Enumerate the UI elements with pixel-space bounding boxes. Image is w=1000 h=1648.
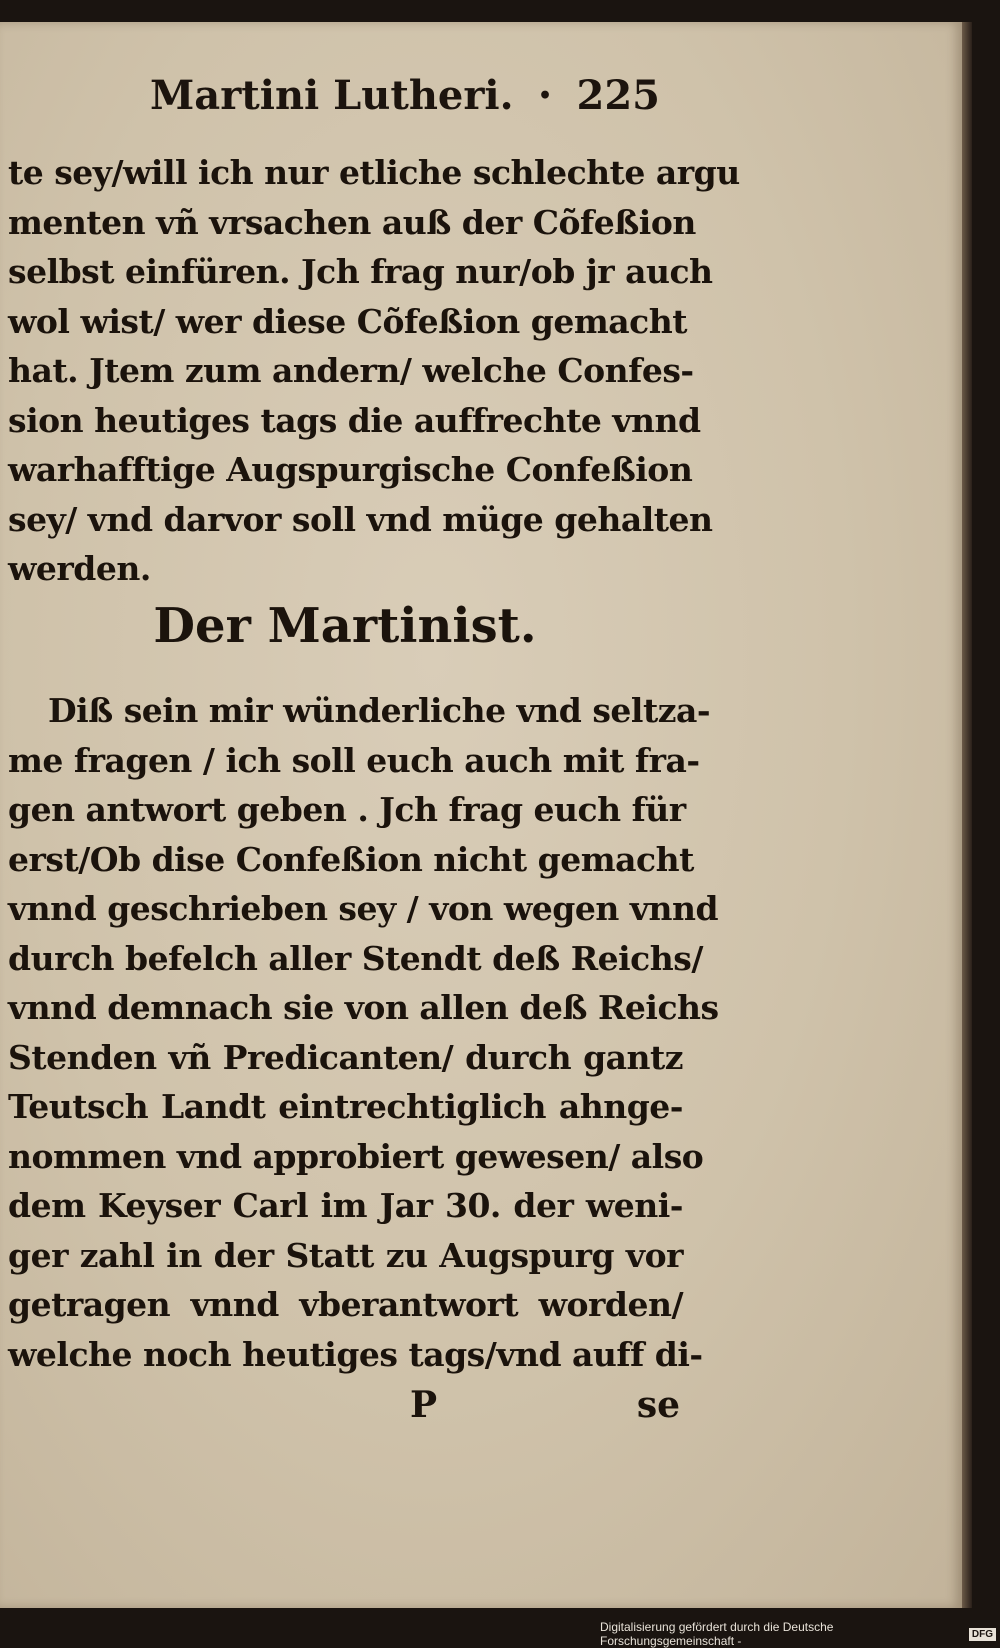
footer-text: Digitalisierung gefördert durch die Deutsche Forschungsgemeinschaft -	[600, 1620, 834, 1648]
text-line: durch befelch aller Stendt deß Reichs/	[8, 938, 703, 978]
text-line: ger zahl in der Statt zu Augspurg vor	[8, 1235, 683, 1275]
text-line: getragen vnnd vberantwort worden/	[8, 1285, 683, 1324]
text-line: sey/ vnd darvor soll vnd müge gehalten	[8, 499, 713, 539]
catchword: se	[636, 1384, 680, 1426]
text-line: selbst einfüren. Jch frag nur/ob jr auch	[8, 252, 713, 291]
page-number: 225	[576, 72, 660, 119]
running-head	[150, 72, 660, 119]
text-line: vnnd geschrieben sey / von wegen vnnd	[8, 889, 719, 928]
text-line: gen antwort geben . Jch frag euch für	[8, 790, 686, 829]
text-line: Diß sein mir wünderliche vnd seltza-	[48, 691, 711, 730]
text-line: erst/Ob dise Confeßion nicht gemacht	[8, 839, 694, 879]
page-edge	[962, 22, 972, 1608]
text-line: te sey/will ich nur etliche schlechte argu	[8, 153, 740, 192]
text-line: menten vñ vrsachen auß der Cõfeßion	[8, 202, 696, 242]
signature-mark: P	[410, 1384, 438, 1426]
text-line: sion heutiges tags die auffrechte vnnd	[8, 400, 701, 440]
paragraph-2	[8, 686, 719, 1379]
text-line: werden.	[8, 549, 151, 588]
text-line: vnnd demnach sie von allen deß Reichs	[8, 988, 719, 1027]
running-head-title: Martini Lutheri.	[150, 72, 514, 119]
paragraph-1	[8, 148, 740, 594]
text-line: nommen vnd approbiert gewesen/ also	[8, 1136, 704, 1176]
text-line: warhafftige Augspurgische Confeßion	[8, 450, 693, 489]
text-line: wol wist/ wer diese Cõfeßion gemacht	[8, 301, 687, 341]
text-line: Teutsch Landt eintrechtiglich ahnge-	[8, 1087, 683, 1126]
text-line: dem Keyser Carl im Jar 30. der weni-	[8, 1186, 683, 1225]
running-head-dot: •	[538, 83, 553, 109]
text-line: hat. Jtem zum andern/ welche Confes-	[8, 351, 694, 390]
text-line: Stenden vñ Predicanten/ durch gantz	[8, 1037, 683, 1077]
section-heading: Der Martinist.	[153, 598, 537, 654]
dfg-logo: DFG	[969, 1628, 996, 1641]
text-line: welche noch heutiges tags/vnd auff di-	[8, 1334, 703, 1374]
catchline	[410, 1384, 680, 1426]
digitization-footer	[600, 1622, 1000, 1646]
text-line: me fragen / ich soll euch auch mit fra-	[8, 740, 700, 780]
